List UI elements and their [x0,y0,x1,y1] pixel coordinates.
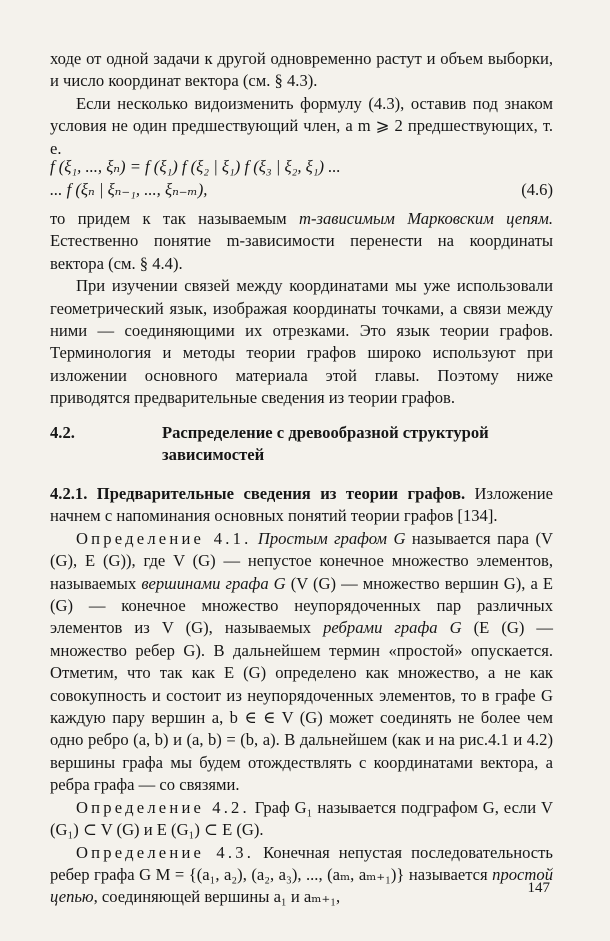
intro-paragraph-2: Если несколько видоизменить формулу (4.3), оставив под знаком условия не один предшествующий член, а m ⩾ 2 предшествующих, т. е. [50,93,553,158]
definition-4-2-label: Определение 4.2. [76,797,250,817]
term-vertices: вершинами графа G [141,573,286,593]
section-number: 4.2. [50,423,75,442]
equation-number: (4.6) [521,180,553,199]
intro-paragraph-1: ходе от одной задачи к другой одновременно растут и объем выборки, и число координат вектора (см. § 4.3). [50,49,553,91]
markov-text-b: Естественно понятие m-зависимости перенести на координаты вектора (см. § 4.4). [50,231,553,273]
markov-term: m-зависимым Марковским цепям. [298,209,554,228]
definition-4-3: Определение 4.3. Конечная непустая последовательность ребер графа G M = {(a₁, a₂), (a₂, a₃), ..., (aₘ, aₘ₊₁)} называется простой цепью, соединяющей вершины a₁ и aₘ₊₁, [50,842,553,907]
formula-4-6 [50,156,553,202]
formula-line-1: f (ξ₁, ..., ξₙ) = f (ξ₁) f (ξ₂ | ξ₁) f (ξ₃ | ξ₂, ξ₁) ... [50,157,341,176]
page-number: 147 [527,880,550,896]
main-text-block [50,483,553,909]
definition-4-3-label: Определение 4.3. [76,842,255,862]
term-simple-chain: простой цепью [50,864,553,907]
paragraph-graph-theory: При изучении связей между координатами мы уже использовали геометрический язык, изображая координаты точками, а связи между ними — соединяющими их отрезками. Это язык теории графов. Терминология и методы теории графов широко используют при изложении основного материала этой главы. Поэтому ниже приводятся предварительные сведения из теории графов. [50,276,553,408]
after-formula-block [50,208,553,410]
subsection-paragraph [50,483,553,528]
formula-line-2 [50,179,553,202]
definition-4-1-label: Определение 4.1. [76,528,252,548]
markov-text-a: то придем к так называемым [50,209,299,228]
term-edges: ребрами графа G [323,618,462,638]
section-title: Распределение с древообразной структурой зависимостей [162,423,489,464]
definition-4-1: Определение 4.1. Простым графом G называется пара (V (G), E (G)), где V (G) — непустое конечное множество элементов, называемых вершинами графа G (V (G) — множество вершин G), а E (G) — конечное множество неупорядоченных пар различных элементов из V (G), называемых ребрами графа G (E (G) — множество ребер G). В дальнейшем термин «простой» опускается. Отметим, что так как E (G) определено как множество, а не как совокупность и состоит из неупорядоченных элементов, то в графе G каждую пару вершин a, b ∈ ∈ V (G) может соединять не более чем одно ребро (a, b) и (a, b) = (b, a). В дальнейшем (как и на рис.4.1 и 4.2) вершины графа мы будем отождествлять с координатами вектора, а ребра графа — со связями. [50,528,554,795]
subsection-text: Изложение начнем с напоминания основных понятий теории графов [134]. [50,484,553,526]
intro-block [50,48,553,160]
paragraph-markov-chains [50,208,553,275]
definition-4-2: Определение 4.2. Граф G₁ называется подграфом G, если V (G₁) ⊂ V (G) и E (G₁) ⊂ E (G). [50,797,553,840]
formula-line-2-text: ... f (ξₙ | ξₙ₋₁, ..., ξₙ₋ₘ), [50,180,208,199]
term-simple-graph: Простым графом G [257,528,406,548]
subsection-heading: 4.2.1. Предварительные сведения из теории графов. [50,484,466,503]
